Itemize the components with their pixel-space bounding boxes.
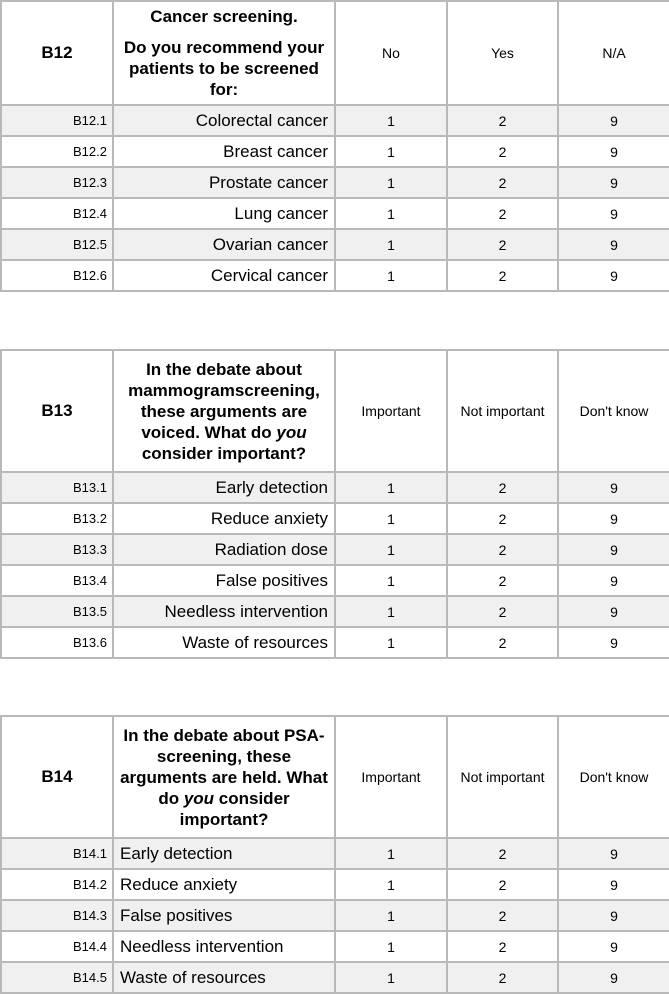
answer-code[interactable]: 9 xyxy=(558,962,669,993)
table-row xyxy=(1,503,669,534)
item-label: Waste of resources xyxy=(113,962,335,993)
answer-code[interactable]: 9 xyxy=(558,838,669,869)
answer-code[interactable]: 1 xyxy=(335,962,447,993)
question-text-start: In the debate about mammogramscreening, these arguments are voiced. What do xyxy=(128,359,320,442)
answer-code[interactable]: 2 xyxy=(447,167,558,198)
option-header-dont-know: Don't know xyxy=(558,716,669,838)
table-row xyxy=(1,627,669,658)
table-row xyxy=(1,900,669,931)
question-title: Cancer screening. xyxy=(150,7,298,26)
item-label: False positives xyxy=(113,900,335,931)
item-label: Reduce anxiety xyxy=(113,503,335,534)
option-header-dont-know: Don't know xyxy=(558,350,669,472)
item-label: Needless intervention xyxy=(113,931,335,962)
table-row xyxy=(1,838,669,869)
question-text-emphasis: you xyxy=(276,422,307,442)
item-label: Ovarian cancer xyxy=(113,229,335,260)
item-label: Reduce anxiety xyxy=(113,869,335,900)
item-id: B13.5 xyxy=(1,596,113,627)
answer-code[interactable]: 1 xyxy=(335,534,447,565)
item-id: B14.1 xyxy=(1,838,113,869)
item-id: B14.5 xyxy=(1,962,113,993)
answer-code[interactable]: 1 xyxy=(335,260,447,291)
question-id: B13 xyxy=(1,350,113,472)
question-text xyxy=(113,1,335,105)
answer-code[interactable]: 2 xyxy=(447,503,558,534)
item-label: Prostate cancer xyxy=(113,167,335,198)
item-label: False positives xyxy=(113,565,335,596)
table-row xyxy=(1,931,669,962)
answer-code[interactable]: 2 xyxy=(447,838,558,869)
table-row xyxy=(1,869,669,900)
item-label: Waste of resources xyxy=(113,627,335,658)
question-table-b13 xyxy=(0,349,669,659)
answer-code[interactable]: 2 xyxy=(447,627,558,658)
answer-code[interactable]: 1 xyxy=(335,627,447,658)
answer-code[interactable]: 1 xyxy=(335,931,447,962)
question-table-b14 xyxy=(0,715,669,994)
answer-code[interactable]: 9 xyxy=(558,105,669,136)
answer-code[interactable]: 2 xyxy=(447,105,558,136)
answer-code[interactable]: 2 xyxy=(447,962,558,993)
question-id: B14 xyxy=(1,716,113,838)
answer-code[interactable]: 9 xyxy=(558,931,669,962)
answer-code[interactable]: 1 xyxy=(335,167,447,198)
question-header xyxy=(1,716,669,838)
answer-code[interactable]: 9 xyxy=(558,565,669,596)
answer-code[interactable]: 2 xyxy=(447,136,558,167)
item-label: Breast cancer xyxy=(113,136,335,167)
answer-code[interactable]: 9 xyxy=(558,900,669,931)
option-header-not-important: Not important xyxy=(447,716,558,838)
answer-code[interactable]: 9 xyxy=(558,869,669,900)
question-text-end: consider important? xyxy=(179,788,290,829)
answer-code[interactable]: 2 xyxy=(447,198,558,229)
question-table-b12 xyxy=(0,0,669,292)
answer-code[interactable]: 9 xyxy=(558,260,669,291)
answer-code[interactable]: 2 xyxy=(447,534,558,565)
option-header-not-important: Not important xyxy=(447,350,558,472)
item-id: B14.3 xyxy=(1,900,113,931)
table-row xyxy=(1,136,669,167)
table-row xyxy=(1,962,669,993)
table-row xyxy=(1,229,669,260)
table-row xyxy=(1,260,669,291)
answer-code[interactable]: 9 xyxy=(558,596,669,627)
item-id: B13.2 xyxy=(1,503,113,534)
answer-code[interactable]: 2 xyxy=(447,472,558,503)
table-row xyxy=(1,596,669,627)
question-header xyxy=(1,1,669,105)
option-header-important: Important xyxy=(335,716,447,838)
question-text xyxy=(113,350,335,472)
item-id: B13.4 xyxy=(1,565,113,596)
table-row xyxy=(1,565,669,596)
option-header-na: N/A xyxy=(558,1,669,105)
answer-code[interactable]: 1 xyxy=(335,596,447,627)
item-id: B14.4 xyxy=(1,931,113,962)
table-row xyxy=(1,534,669,565)
item-label: Early detection xyxy=(113,838,335,869)
question-header xyxy=(1,350,669,472)
item-id: B12.6 xyxy=(1,260,113,291)
answer-code[interactable]: 2 xyxy=(447,900,558,931)
answer-code[interactable]: 9 xyxy=(558,198,669,229)
question-text xyxy=(113,716,335,838)
item-id: B12.4 xyxy=(1,198,113,229)
answer-code[interactable]: 2 xyxy=(447,565,558,596)
answer-code[interactable]: 2 xyxy=(447,869,558,900)
item-label: Lung cancer xyxy=(113,198,335,229)
answer-code[interactable]: 9 xyxy=(558,167,669,198)
item-id: B13.3 xyxy=(1,534,113,565)
answer-code[interactable]: 1 xyxy=(335,900,447,931)
answer-code[interactable]: 1 xyxy=(335,198,447,229)
item-id: B13.1 xyxy=(1,472,113,503)
item-label: Needless intervention xyxy=(113,596,335,627)
item-id: B13.6 xyxy=(1,627,113,658)
answer-code[interactable]: 1 xyxy=(335,565,447,596)
item-id: B12.5 xyxy=(1,229,113,260)
answer-code[interactable]: 1 xyxy=(335,838,447,869)
answer-code[interactable]: 9 xyxy=(558,136,669,167)
answer-code[interactable]: 1 xyxy=(335,229,447,260)
table-row xyxy=(1,198,669,229)
table-row xyxy=(1,105,669,136)
answer-code[interactable]: 9 xyxy=(558,534,669,565)
answer-code[interactable]: 2 xyxy=(447,596,558,627)
answer-code[interactable]: 9 xyxy=(558,229,669,260)
answer-code[interactable]: 9 xyxy=(558,472,669,503)
question-id: B12 xyxy=(1,1,113,105)
question-text-emphasis: you xyxy=(183,788,215,808)
answer-code[interactable]: 9 xyxy=(558,627,669,658)
item-label: Early detection xyxy=(113,472,335,503)
option-header-yes: Yes xyxy=(447,1,558,105)
answer-code[interactable]: 1 xyxy=(335,472,447,503)
item-id: B14.2 xyxy=(1,869,113,900)
answer-code[interactable]: 2 xyxy=(447,260,558,291)
option-header-important: Important xyxy=(335,350,447,472)
question-text-start: In the debate about PSA-screening, these arguments are held. What do xyxy=(120,725,328,808)
answer-code[interactable]: 2 xyxy=(447,229,558,260)
answer-code[interactable]: 1 xyxy=(335,503,447,534)
answer-code[interactable]: 2 xyxy=(447,931,558,962)
answer-code[interactable]: 9 xyxy=(558,503,669,534)
table-row xyxy=(1,472,669,503)
answer-code[interactable]: 1 xyxy=(335,136,447,167)
item-id: B12.1 xyxy=(1,105,113,136)
answer-code[interactable]: 1 xyxy=(335,105,447,136)
answer-code[interactable]: 1 xyxy=(335,869,447,900)
item-label: Radiation dose xyxy=(113,534,335,565)
table-row xyxy=(1,167,669,198)
item-id: B12.3 xyxy=(1,167,113,198)
option-header-no: No xyxy=(335,1,447,105)
item-id: B12.2 xyxy=(1,136,113,167)
question-prompt: Do you recommend your patients to be screened for: xyxy=(123,38,325,99)
item-label: Cervical cancer xyxy=(113,260,335,291)
question-text-end: consider important? xyxy=(141,443,307,463)
item-label: Colorectal cancer xyxy=(113,105,335,136)
